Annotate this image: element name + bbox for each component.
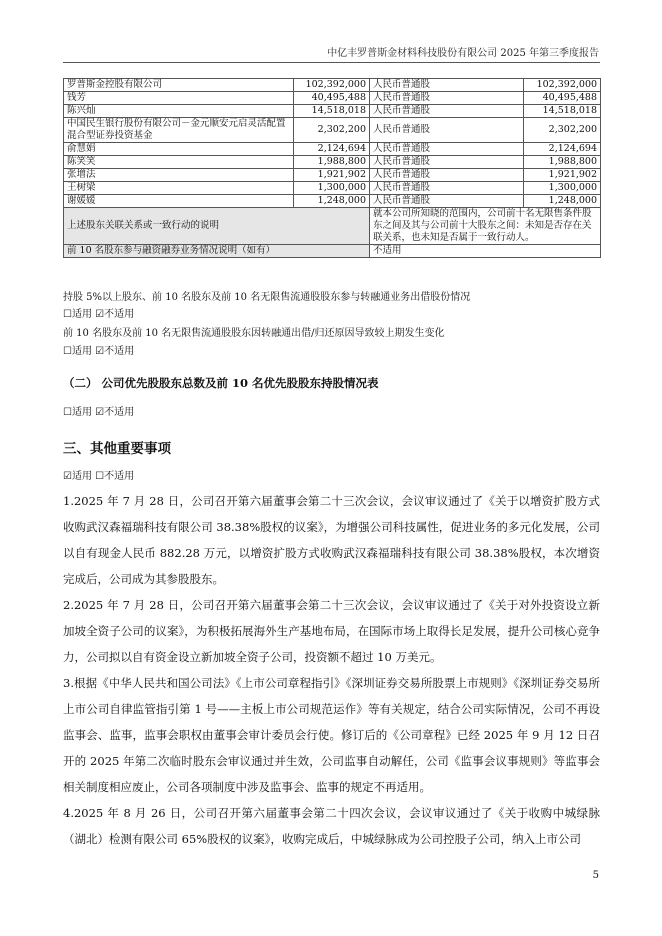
share-count: 40,495,488 — [524, 92, 601, 105]
share-type: 人民币普通股 — [370, 92, 524, 105]
preferred-section-title: （二） 公司优先股股东总数及前 10 名优先股股东持股情况表 — [63, 376, 379, 390]
share-quantity: 40,495,488 — [294, 92, 370, 105]
share-quantity: 1,988,800 — [294, 156, 370, 169]
share-count: 1,300,000 — [524, 182, 601, 195]
share-quantity: 1,921,902 — [294, 169, 370, 182]
other-matters-options: ☑适用 ☐不适用 — [63, 471, 135, 482]
change-options: ☐适用 ☑不适用 — [63, 346, 135, 357]
share-type: 人民币普通股 — [370, 182, 524, 195]
shareholder-name: 谢媛媛 — [64, 195, 294, 208]
paragraph-3: 3.根据《中华人民共和国公司法》《上市公司章程指引》《深圳证券交易所股票上市规则》《深圳证券交易所上市公司自律监管指引第 1 号——主板上市公司规范运作》等有关规定，结合公司实际情况，公司不再设监事会、监事，监事会职权由董事会审计委员会行使。修订后的《公司章程》已经 2025 年 9 月 12 日召开的 2025 年第二次临时股东会审议通过并生效，公司监事自动解任，公司《监事会议事规则》等监事会相关制度相应废止，公司各项制度中涉及监事会、监事的规定不再适用。 — [63, 676, 600, 794]
margin-financing-row — [64, 245, 601, 258]
change-title: 前 10 名股东及前 10 名无限售流通股股东因转融通出借/归还原因导致较上期发生变化 — [63, 328, 445, 339]
paragraph-1: 1.2025 年 7 月 28 日，公司召开第六届董事会第二十三次会议，会议审议通过了《关于以增资扩股方式收购武汉森福瑞科技有限公司 38.38%股权的议案》，为增强公司科技属性，促进业务的多元化发展，公司以自有现金人民币 882.28 万元，以增资扩股方式收购武汉森福瑞科技有限公司 38.38%股权，本次增资完成后，公司成为其参股股东。 — [63, 494, 600, 586]
share-count: 102,392,000 — [524, 79, 601, 92]
share-type: 人民币普通股 — [370, 105, 524, 118]
paragraph-4: 4.2025 年 8 月 26 日，公司召开第六届董事会第二十四次会议，会议审议通过了《关于收购中城绿脉（湖北）检测有限公司 65%股权的议案》，收购完成后，中城绿脉成为公司控股子公司，纳入上市公司 — [63, 806, 600, 846]
share-quantity: 1,248,000 — [294, 195, 370, 208]
paragraph-2: 2.2025 年 7 月 28 日，公司召开第六届董事会第二十三次会议，会议审议通过了《关于对外投资设立新加坡全资子公司的议案》，为积极拓展海外生产基地布局，在国际市场上取得长足发展，提升公司核心竞争力，公司拟以自有资金设立新加坡全资子公司，投资额不超过 10 万美元。 — [63, 598, 600, 664]
share-type: 人民币普通股 — [370, 143, 524, 156]
other-matters-title: 三、其他重要事项 — [63, 441, 171, 457]
share-type: 人民币普通股 — [370, 79, 524, 92]
share-count: 1,921,902 — [524, 169, 601, 182]
lending-options: ☐适用 ☑不适用 — [63, 309, 135, 320]
table-row — [64, 118, 601, 143]
share-type: 人民币普通股 — [370, 156, 524, 169]
share-quantity: 2,302,200 — [294, 118, 370, 143]
table-row — [64, 195, 601, 208]
header-divider — [63, 62, 600, 63]
page-number: 5 — [592, 870, 599, 881]
shareholder-name: 罗普斯金控股有限公司 — [64, 79, 294, 92]
shareholder-name: 陈兴灿 — [64, 105, 294, 118]
related-party-row — [64, 208, 601, 245]
shareholders-table — [63, 78, 601, 258]
shareholder-name: 俞慧娟 — [64, 143, 294, 156]
lending-title: 持股 5%以上股东、前 10 名股东及前 10 名无限售流通股股东参与转融通业务出借股份情况 — [63, 292, 471, 303]
shareholder-name: 陈笑笑 — [64, 156, 294, 169]
related-party-text: 就本公司所知晓的范围内，公司前十名无限售条件股东之间及其与公司前十大股东之间：未知是否存在关联关系，也未知是否属于一致行动人。 — [370, 208, 601, 245]
shareholder-name: 中国民生银行股份有限公司－金元顺安元启灵活配置混合型证券投资基金 — [64, 118, 294, 143]
margin-financing-text: 不适用 — [370, 245, 601, 258]
share-quantity: 1,300,000 — [294, 182, 370, 195]
page-header: 中亿丰罗普斯金材料科技股份有限公司 2025 年第三季度报告 — [327, 48, 599, 59]
preferred-options: ☐适用 ☑不适用 — [63, 407, 135, 418]
share-count: 1,248,000 — [524, 195, 601, 208]
table-row — [64, 79, 601, 92]
related-party-label: 上述股东关联关系或一致行动的说明 — [64, 208, 370, 245]
table-row — [64, 169, 601, 182]
share-type: 人民币普通股 — [370, 118, 524, 143]
table-row — [64, 143, 601, 156]
shareholder-name: 钱芳 — [64, 92, 294, 105]
table-row — [64, 92, 601, 105]
share-count: 2,302,200 — [524, 118, 601, 143]
share-type: 人民币普通股 — [370, 169, 524, 182]
share-count: 1,988,800 — [524, 156, 601, 169]
share-quantity: 14,518,018 — [294, 105, 370, 118]
table-row — [64, 156, 601, 169]
shareholder-name: 张增法 — [64, 169, 294, 182]
share-quantity: 2,124,694 — [294, 143, 370, 156]
shareholder-name: 王树梁 — [64, 182, 294, 195]
table-row — [64, 182, 601, 195]
share-count: 14,518,018 — [524, 105, 601, 118]
share-quantity: 102,392,000 — [294, 79, 370, 92]
margin-financing-label: 前 10 名股东参与融资融券业务情况说明（如有） — [64, 245, 370, 258]
share-type: 人民币普通股 — [370, 195, 524, 208]
table-row — [64, 105, 601, 118]
share-count: 2,124,694 — [524, 143, 601, 156]
